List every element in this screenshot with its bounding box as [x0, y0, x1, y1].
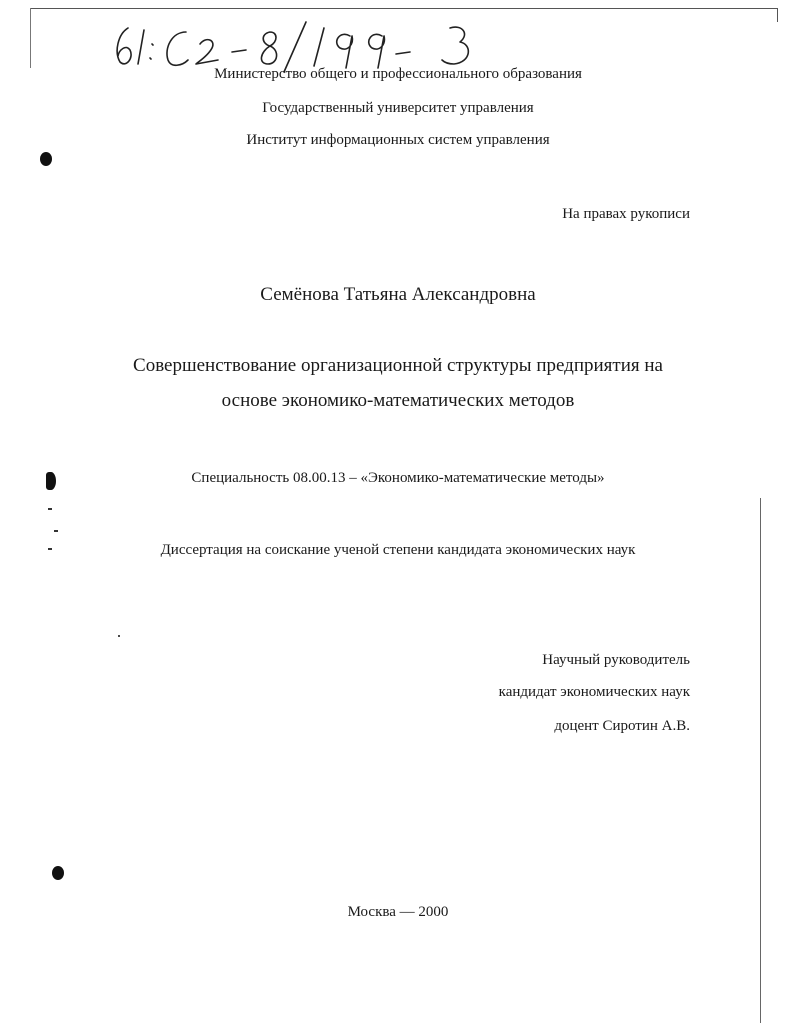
thesis-title-line-2: основе экономико-математических методов: [221, 390, 575, 411]
institute-line: Институт информационных систем управления: [246, 132, 550, 148]
scan-border-left: [30, 8, 31, 68]
scan-speck: [54, 530, 58, 532]
punch-hole-mark: [52, 866, 64, 880]
manuscript-rights-note: На правах рукописи: [562, 206, 690, 222]
punch-hole-mark: [40, 152, 52, 166]
supervisor-label: Научный руководитель: [542, 652, 690, 668]
supervisor-degree: кандидат экономических наук: [498, 684, 690, 700]
city-year: Москва — 2000: [347, 904, 449, 920]
specialty-line: Специальность 08.00.13 – «Экономико-математические методы»: [191, 470, 605, 486]
supervisor-name: доцент Сиротин А.В.: [554, 718, 690, 734]
ministry-line: Министерство общего и профессионального образования: [214, 66, 582, 82]
scan-border-corner: [777, 8, 778, 22]
scan-border-right: [760, 498, 761, 1023]
degree-line: Диссертация на соискание ученой степени кандидата экономических наук: [160, 542, 636, 558]
author-name: Семёнова Татьяна Александровна: [260, 284, 536, 305]
scan-speck: [48, 508, 52, 510]
scan-border-top: [30, 8, 778, 9]
scan-speck: [118, 635, 120, 637]
university-line: Государственный университет управления: [262, 100, 534, 116]
thesis-title-line-1: Совершенствование организационной структуры предприятия на: [133, 355, 663, 376]
